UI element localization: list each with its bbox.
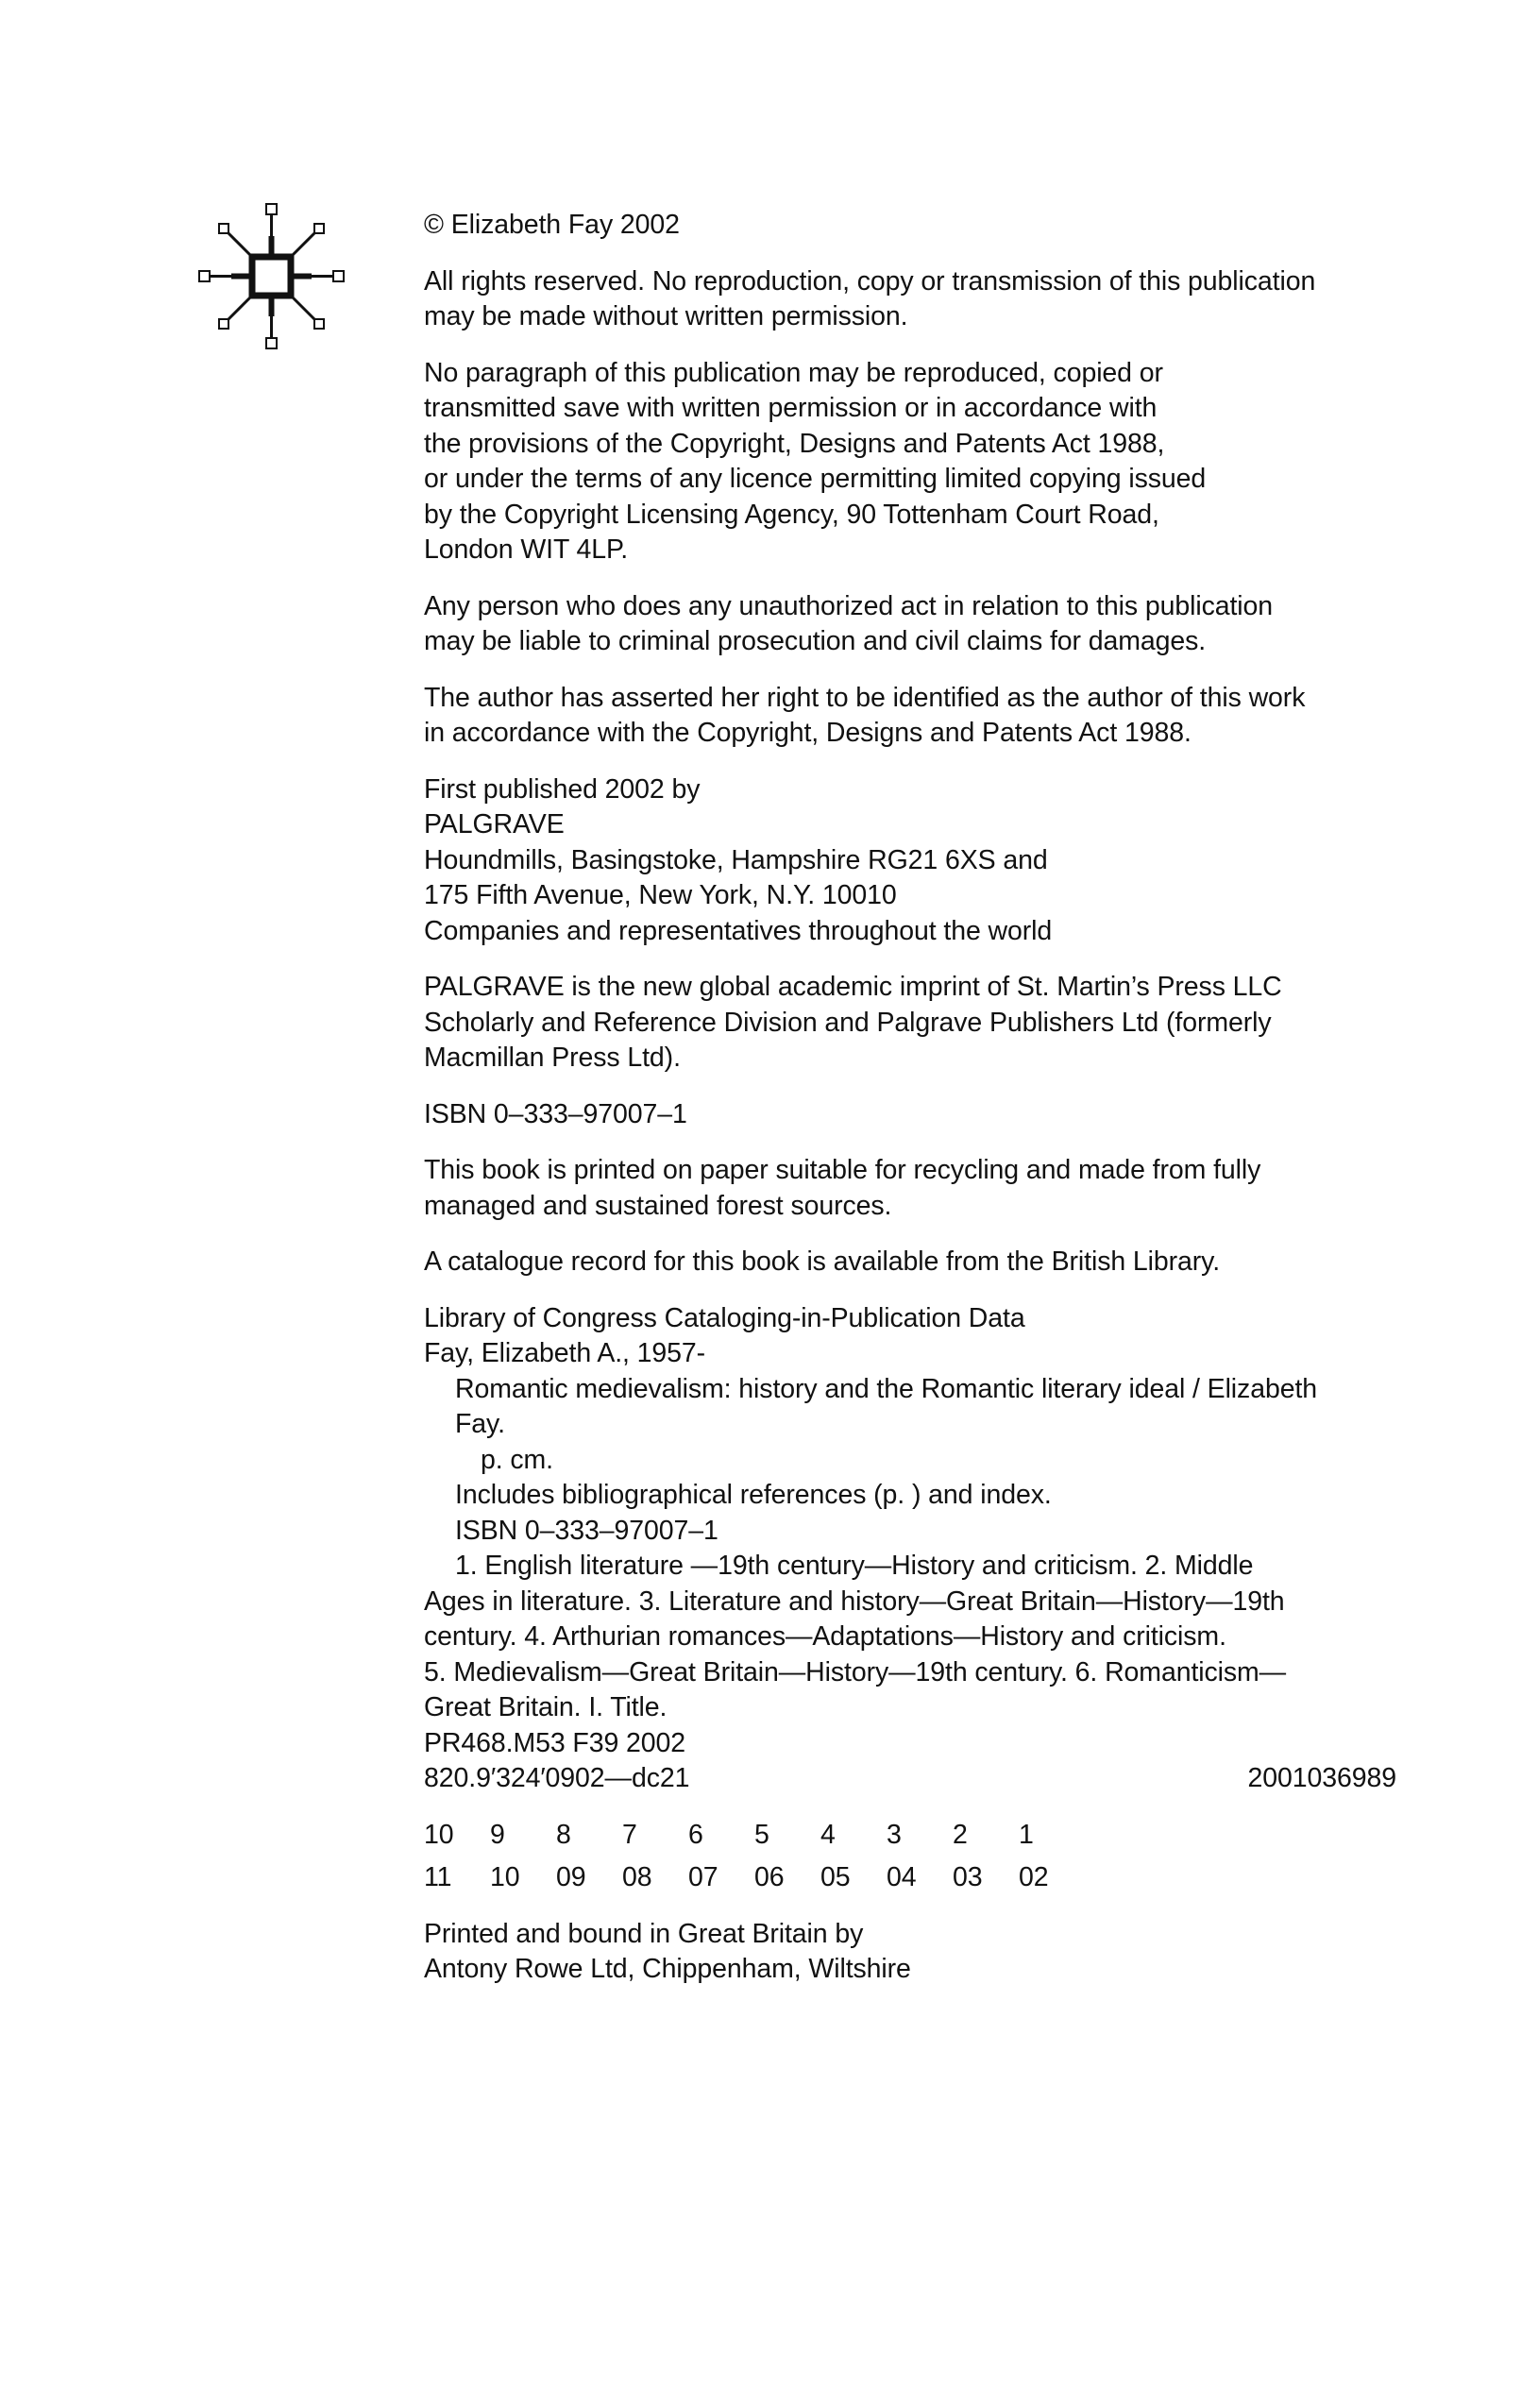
copyright-page-text [424, 208, 1396, 2009]
reproduction-line: by the Copyright Licensing Agency, 90 Tottenham Court Road, [424, 499, 1159, 530]
paper-line: managed and sustained forest sources. [424, 1190, 892, 1221]
rights-paragraph [424, 264, 1396, 335]
cip-bibliography: Includes bibliographical references (p. ) and index. [455, 1480, 1052, 1510]
reproduction-line: transmitted save with written permission or in accordance with [424, 393, 1158, 423]
print-numbers [424, 1818, 1396, 1896]
cip-title-line: Fay. [455, 1409, 505, 1439]
impression-number: 7 [622, 1819, 637, 1850]
cip-isbn: ISBN 0–333–97007–1 [455, 1515, 718, 1546]
cip-subject-line: 1. English literature —19th century—History and criticism. 2. Middle [455, 1551, 1254, 1581]
year-numbers-row [424, 1860, 1396, 1896]
isbn-paragraph [424, 1097, 1396, 1133]
paper-line: This book is printed on paper suitable for recycling and made from fully [424, 1155, 1261, 1185]
impression-number: 9 [490, 1819, 505, 1850]
impression-number: 2 [953, 1819, 968, 1850]
publisher-logo-icon [194, 198, 349, 354]
cip-title-line: Romantic medievalism: history and the Romantic literary ideal / Elizabeth [455, 1373, 1318, 1404]
liability-paragraph [424, 589, 1396, 660]
reproduction-line: London WIT 4LP. [424, 534, 629, 565]
impression-number: 3 [887, 1819, 902, 1850]
year-number: 08 [622, 1862, 652, 1892]
publisher-address: Houndmills, Basingstoke, Hampshire RG21 6XS and [424, 844, 1048, 875]
imprint-line: Scholarly and Reference Division and Palgrave Publishers Ltd (formerly [424, 1007, 1272, 1038]
cip-subject-line: 5. Medievalism—Great Britain—History—19th century. 6. Romanticism— [424, 1656, 1287, 1687]
author-rights-line: The author has asserted her right to be identified as the author of this work [424, 682, 1306, 713]
printer-line: Printed and bound in Great Britain by [424, 1918, 864, 1949]
cip-lc-class: PR468.M53 F39 2002 [424, 1727, 686, 1758]
publisher-block [424, 772, 1396, 950]
rights-line: may be made without written permission. [424, 301, 908, 331]
year-number: 05 [820, 1862, 851, 1892]
cip-dewey: 820.9′324′0902—dc21 [424, 1763, 690, 1793]
impression-number: 6 [688, 1819, 703, 1850]
rights-line: All rights reserved. No reproduction, copy or transmission of this publication [424, 265, 1316, 297]
isbn-text: ISBN 0–333–97007–1 [424, 1098, 687, 1129]
copyright-line [424, 208, 1396, 244]
impression-number: 4 [820, 1819, 836, 1850]
year-number: 02 [1019, 1862, 1049, 1892]
paper-paragraph [424, 1153, 1396, 1224]
cip-classification-row [424, 1761, 1396, 1797]
printer-line: Antony Rowe Ltd, Chippenham, Wiltshire [424, 1954, 911, 1984]
cip-pages: p. cm. [481, 1444, 553, 1475]
year-number: 10 [490, 1862, 520, 1892]
printer-paragraph [424, 1917, 1396, 1988]
cip-data-block [424, 1301, 1396, 1797]
impression-numbers-row [424, 1818, 1396, 1854]
cip-heading: Library of Congress Cataloging-in-Publication Data [424, 1302, 1025, 1333]
impression-number: 10 [424, 1819, 454, 1850]
imprint-line: PALGRAVE is the new global academic imprint of St. Martin’s Press LLC [424, 972, 1282, 1002]
reproduction-line: No paragraph of this publication may be reproduced, copied or [424, 357, 1163, 388]
publisher-line: First published 2002 by [424, 773, 701, 805]
author-rights-line: in accordance with the Copyright, Designs and Patents Act 1988. [424, 718, 1192, 748]
reproduction-paragraph [424, 356, 1396, 568]
author-rights-paragraph [424, 681, 1396, 752]
year-number: 09 [556, 1862, 586, 1892]
year-number: 07 [688, 1862, 718, 1892]
imprint-paragraph [424, 970, 1396, 1077]
liability-line: may be liable to criminal prosecution and civil claims for damages. [424, 626, 1207, 656]
cip-subject-line: Great Britain. I. Title. [424, 1692, 668, 1722]
catalogue-paragraph [424, 1245, 1396, 1280]
impression-number: 8 [556, 1819, 571, 1850]
reproduction-line: the provisions of the Copyright, Designs and Patents Act 1988, [424, 428, 1165, 459]
year-number: 06 [754, 1862, 785, 1892]
cip-author: Fay, Elizabeth A., 1957- [424, 1338, 706, 1368]
reproduction-line: or under the terms of any licence permitting limited copying issued [424, 464, 1207, 494]
cip-subject-line: Ages in literature. 3. Literature and history—Great Britain—History—19th [424, 1586, 1285, 1617]
year-number: 04 [887, 1862, 917, 1892]
imprint-line: Macmillan Press Ltd). [424, 1043, 681, 1073]
copyright-text: © Elizabeth Fay 2002 [424, 210, 680, 240]
publisher-name: PALGRAVE [424, 809, 565, 839]
cip-control-number: 2001036989 [1247, 1763, 1396, 1793]
cip-subject-line: century. 4. Arthurian romances—Adaptations—History and criticism. [424, 1621, 1226, 1652]
impression-number: 5 [754, 1819, 769, 1850]
impression-number: 1 [1019, 1819, 1034, 1850]
publisher-address: 175 Fifth Avenue, New York, N.Y. 10010 [424, 880, 897, 910]
catalogue-text: A catalogue record for this book is available from the British Library. [424, 1246, 1221, 1277]
year-number: 11 [424, 1862, 452, 1892]
liability-line: Any person who does any unauthorized act in relation to this publication [424, 590, 1274, 621]
year-number: 03 [953, 1862, 983, 1892]
publisher-line: Companies and representatives throughout the world [424, 915, 1053, 946]
